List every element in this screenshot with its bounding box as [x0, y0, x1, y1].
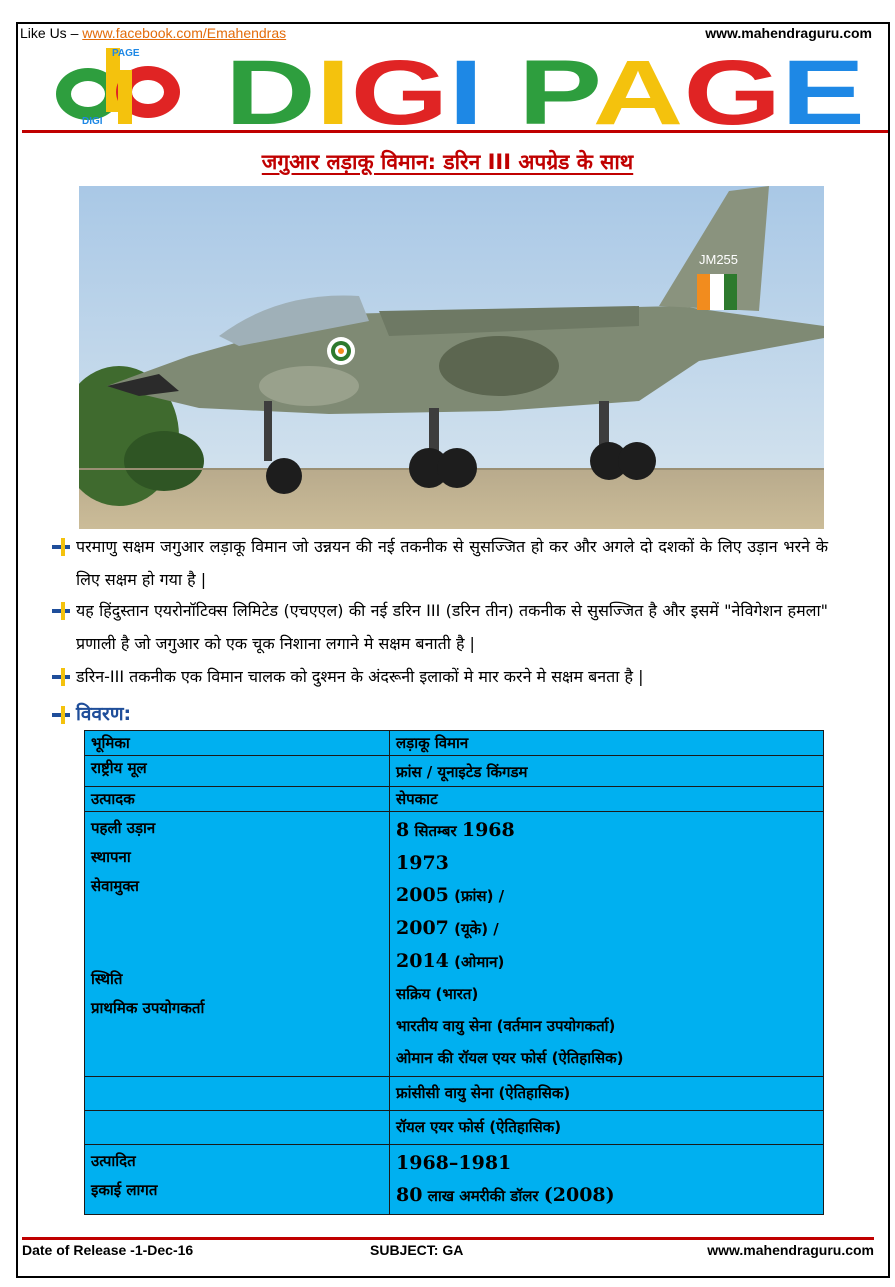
- value-produced: 1968–1981: [396, 1152, 512, 1174]
- value-retired-3: 2014 (ओमान): [396, 950, 505, 972]
- table-row: [85, 1145, 824, 1215]
- table-row: [85, 1111, 824, 1145]
- banner-letter: G: [350, 48, 423, 128]
- banner-letter: I: [315, 48, 342, 128]
- digi-page-logo: [48, 44, 188, 126]
- footer: [22, 1242, 874, 1260]
- value-user-1: भारतीय वायु सेना (वर्तमान उपयोगकर्ता): [396, 1017, 616, 1035]
- banner-letter: P: [518, 48, 573, 128]
- footer-divider: [22, 1237, 874, 1240]
- value-retired-1: 2005 (फ्रांस) /: [396, 884, 505, 906]
- like-us-label: Like Us –: [20, 25, 83, 41]
- header-divider: [22, 130, 888, 133]
- banner-letter: A: [592, 48, 660, 128]
- table-value: फ्रांस / यूनाइटेड किंगडम: [390, 756, 824, 787]
- table-label: राष्ट्रीय मूल: [85, 756, 390, 787]
- table-row: [85, 1077, 824, 1111]
- bullet-text: यह हिंदुस्तान एयरोनॉटिक्स लिमिटेड (एचएएल) की नई डरिन III (डरिन तीन) तकनीक से सुसज्जित है और इसमें "नेविगेशन हमला" प्रणाली है जो जगुआर को एक चूक निशाना लगाने मे सक्षम बनाती है |: [76, 601, 828, 653]
- value-introduction: 1973: [396, 852, 449, 874]
- value-status: सक्रिय (भारत): [396, 985, 479, 1003]
- label-introduction: स्थापना: [91, 848, 131, 866]
- banner-letter: D: [225, 48, 292, 128]
- label-retired: सेवामुक्त: [91, 877, 139, 895]
- table-value: लड़ाकू विमान: [390, 731, 824, 756]
- tail-code: JM255: [699, 252, 739, 267]
- table-label: [85, 1077, 390, 1111]
- table-row: [85, 731, 824, 756]
- bullet-point: [52, 530, 828, 596]
- release-date: Date of Release -1-Dec-16: [22, 1242, 194, 1258]
- logo-top-text: PAGE: [112, 48, 140, 59]
- table-label: [85, 1111, 390, 1145]
- bullet-cross-icon: [52, 602, 70, 620]
- subject-label: SUBJECT: GA: [370, 1242, 464, 1258]
- table-value: सेपकाट: [390, 787, 824, 812]
- like-us: [20, 25, 286, 41]
- value-first-flight: 8 सितम्बर 1968: [396, 819, 515, 841]
- digi-page-banner: [225, 48, 865, 128]
- table-value: फ्रांसीसी वायु सेना (ऐतिहासिक): [390, 1077, 824, 1111]
- bullet-point: [52, 594, 828, 660]
- details-heading-text: विवरण:: [76, 703, 132, 725]
- table-row: [85, 812, 824, 1077]
- footer-website[interactable]: www.mahendraguru.com: [707, 1242, 874, 1258]
- page-title: [0, 148, 895, 176]
- header-bar: [20, 23, 872, 43]
- bullet-cross-icon: [52, 668, 70, 686]
- header-website[interactable]: www.mahendraguru.com: [705, 25, 872, 41]
- value-retired-2: 2007 (यूके) /: [396, 917, 499, 939]
- value-unit-cost: 80 लाख अमरीकी डॉलर (2008): [396, 1184, 615, 1206]
- table-value-group: [390, 812, 824, 1077]
- bullet-text: डरिन-III तकनीक एक विमान चालक को दुश्मन के अंदरूनी इलाकों मे मार करने मे सक्षम बनता है |: [76, 667, 644, 686]
- bullet-text: परमाणु सक्षम जगुआर लड़ाकू विमान जो उन्नयन की नई तकनीक से सुसज्जित हो कर और अगले दो दशकों के लिए उड़ान भरने के लिए सक्षम हो गया है |: [76, 537, 828, 589]
- label-primary-users: प्राथमिक उपयोगकर्ता: [91, 999, 205, 1017]
- table-value: रॉयल एयर फोर्स (ऐतिहासिक): [390, 1111, 824, 1145]
- value-user-2: ओमान की रॉयल एयर फोर्स (ऐतिहासिक): [396, 1049, 624, 1067]
- table-label: उत्पादक: [85, 787, 390, 812]
- table-row: [85, 787, 824, 812]
- banner-text: [225, 48, 865, 128]
- label-produced: उत्पादित: [91, 1152, 136, 1170]
- bullet-cross-icon: [52, 538, 70, 556]
- label-unit-cost: इकाई लागत: [91, 1181, 158, 1199]
- table-row: [85, 756, 824, 787]
- facebook-link[interactable]: www.facebook.com/Emahendras: [82, 25, 287, 41]
- bullet-point: [52, 660, 828, 693]
- table-label: भूमिका: [85, 731, 390, 756]
- details-table: [84, 730, 824, 1215]
- bullet-cross-icon: [52, 706, 70, 724]
- table-value-group: [390, 1145, 824, 1215]
- banner-letter: E: [781, 48, 843, 128]
- table-label-group: [85, 1145, 390, 1215]
- banner-letter: G: [683, 48, 756, 128]
- table-label-group: [85, 812, 390, 1077]
- banner-letter: I: [448, 48, 474, 128]
- label-status: स्थिति: [91, 970, 123, 988]
- details-heading: [52, 698, 828, 731]
- logo-bottom-text: DIGI: [82, 116, 103, 126]
- jaguar-aircraft-photo: [79, 186, 824, 529]
- page-title-text: जगुआर लड़ाकू विमान: डरिन III अपग्रेड के साथ: [261, 150, 634, 174]
- label-first-flight: पहली उड़ान: [91, 819, 156, 837]
